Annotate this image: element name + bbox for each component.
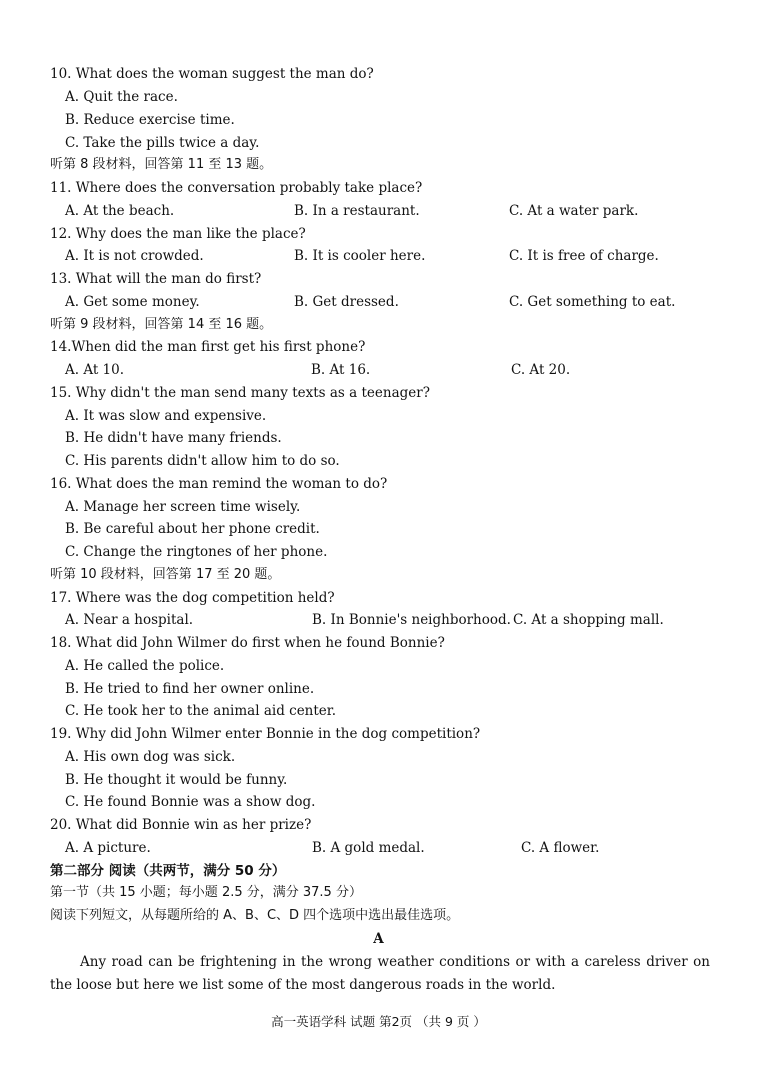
question-19-option-b: B. He thought it would be funny. <box>65 772 288 788</box>
question-20-stem: 20. What did Bonnie win as her prize? <box>50 817 312 833</box>
question-18-option-c: C. He took her to the animal aid center. <box>65 703 337 719</box>
part-two-heading: 第二部分 阅读（共两节，满分 50 分） <box>50 863 286 879</box>
question-20-option-c: C. A flower. <box>521 840 600 856</box>
question-17-option-a: A. Near a hospital. <box>65 612 194 628</box>
listening-note-10: 听第 10 段材料，回答第 17 至 20 题。 <box>50 567 281 582</box>
question-12-stem: 12. Why does the man like the place? <box>50 226 306 242</box>
question-18-option-a: A. He called the police. <box>65 658 225 674</box>
section-one-heading: 第一节（共 15 小题；每小题 2.5 分，满分 37.5 分） <box>50 885 362 900</box>
passage-paragraph: Any road can be frightening in the wrong weather conditions or with a careless driver on the loose but here we list some of the most dangerous roads in the world. <box>50 954 710 993</box>
question-15-option-a: A. It was slow and expensive. <box>65 408 267 424</box>
question-16-stem: 16. What does the man remind the woman to do? <box>50 476 388 492</box>
question-11-option-a: A. At the beach. <box>65 203 175 219</box>
question-12-option-b: B. It is cooler here. <box>294 248 426 264</box>
question-14-stem: 14.When did the man first get his first phone? <box>50 339 366 355</box>
question-20-option-a: A. A picture. <box>65 840 151 856</box>
page-footer: 高一英语学科 试题 第2页 （共 9 页 ） <box>271 1014 486 1029</box>
question-16-option-b: B. Be careful about her phone credit. <box>65 521 320 537</box>
question-19-option-a: A. His own dog was sick. <box>65 749 236 765</box>
question-12-option-c: C. It is free of charge. <box>509 248 659 264</box>
question-10-stem: 10. What does the woman suggest the man do? <box>50 66 374 82</box>
question-11-option-c: C. At a water park. <box>509 203 639 219</box>
question-15-option-b: B. He didn't have many friends. <box>65 430 282 446</box>
question-12-option-a: A. It is not crowded. <box>65 248 204 264</box>
question-16-option-c: C. Change the ringtones of her phone. <box>65 544 328 560</box>
question-17-option-c: C. At a shopping mall. <box>513 612 664 628</box>
question-17-stem: 17. Where was the dog competition held? <box>50 590 335 606</box>
question-11-option-b: B. In a restaurant. <box>294 203 420 219</box>
question-13-option-a: A. Get some money. <box>65 294 200 310</box>
question-15-option-c: C. His parents didn't allow him to do so. <box>65 453 340 469</box>
question-17-option-b: B. In Bonnie's neighborhood. <box>312 612 511 628</box>
question-14-option-a: A. At 10. <box>65 362 125 378</box>
question-10-option-b: B. Reduce exercise time. <box>65 112 235 128</box>
question-13-option-b: B. Get dressed. <box>294 294 399 310</box>
listening-note-9: 听第 9 段材料，回答第 14 至 16 题。 <box>50 317 273 332</box>
question-19-option-c: C. He found Bonnie was a show dog. <box>65 794 316 810</box>
question-14-option-c: C. At 20. <box>511 362 571 378</box>
question-10-option-a: A. Quit the race. <box>65 89 178 105</box>
question-14-option-b: B. At 16. <box>311 362 371 378</box>
question-16-option-a: A. Manage her screen time wisely. <box>65 499 301 515</box>
question-10-option-c: C. Take the pills twice a day. <box>65 135 260 151</box>
listening-note-8: 听第 8 段材料，回答第 11 至 13 题。 <box>50 157 273 172</box>
question-20-option-b: B. A gold medal. <box>312 840 425 856</box>
question-13-stem: 13. What will the man do first? <box>50 271 262 287</box>
reading-instruction: 阅读下列短文，从每题所给的 A、B、C、D 四个选项中选出最佳选项。 <box>50 908 460 923</box>
question-15-stem: 15. Why didn't the man send many texts as a teenager? <box>50 385 430 401</box>
question-18-stem: 18. What did John Wilmer do first when he found Bonnie? <box>50 635 445 651</box>
question-13-option-c: C. Get something to eat. <box>509 294 676 310</box>
question-11-stem: 11. Where does the conversation probably take place? <box>50 180 423 196</box>
question-18-option-b: B. He tried to find her owner online. <box>65 681 315 697</box>
question-19-stem: 19. Why did John Wilmer enter Bonnie in the dog competition? <box>50 726 481 742</box>
passage-label: A <box>373 931 384 947</box>
